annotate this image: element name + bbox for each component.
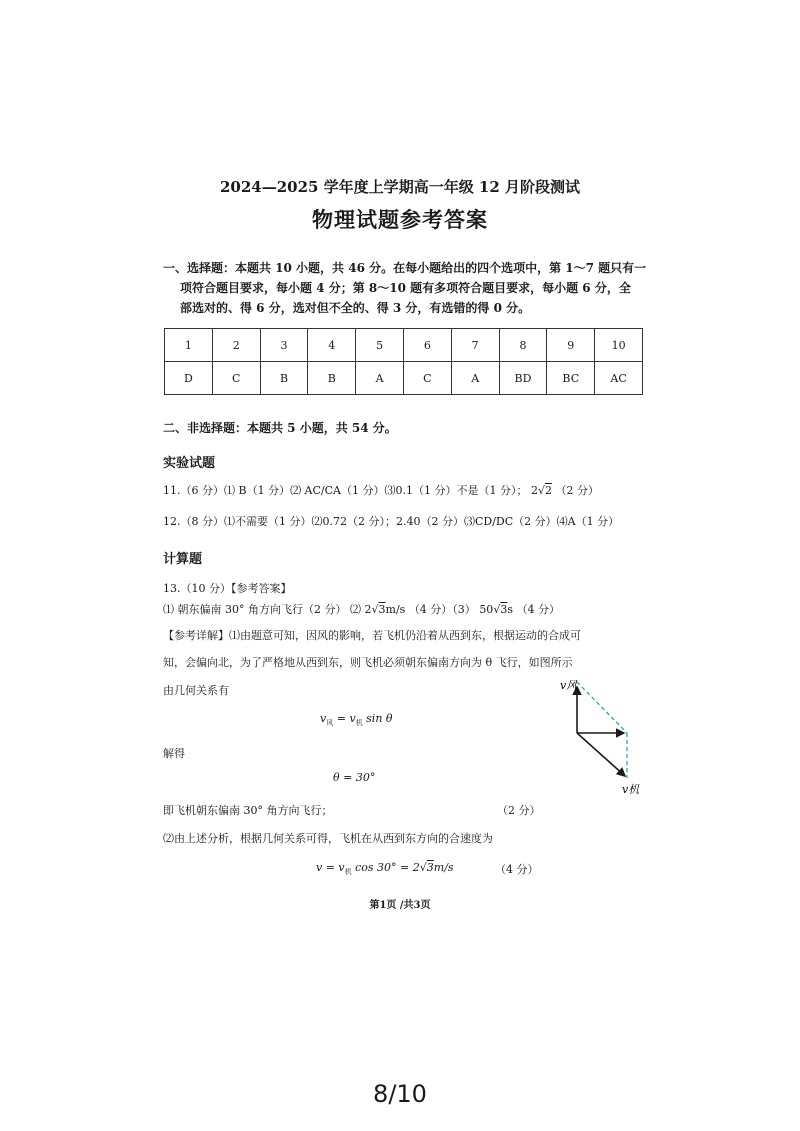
eq-subscript: 机 xyxy=(355,719,363,728)
section1-intro xyxy=(163,258,663,318)
detail-line: 【参考详解】⑴由题意可知，因风的影响，若飞机仍沿着从西到东，根据运动的合成可 xyxy=(163,629,581,642)
table-cell: B xyxy=(308,362,356,395)
eq-lhs: v = v xyxy=(316,861,345,874)
q13-ans-part2: 角方向飞行（2 分） ⑵ xyxy=(248,603,361,616)
detail-line: 由几何关系有 xyxy=(163,684,229,697)
table-cell: A xyxy=(356,362,404,395)
table-cell: BC xyxy=(547,362,595,395)
solve-label: 解得 xyxy=(163,747,185,760)
unit: m/s xyxy=(433,861,454,874)
table-cell: A xyxy=(451,362,499,395)
eq-subscript: 风 xyxy=(326,719,334,728)
table-cell: 9 xyxy=(547,329,595,362)
sqrt-coefficient: 2 xyxy=(530,484,538,497)
table-cell: 2 xyxy=(212,329,260,362)
label-v-plane: v机 xyxy=(622,783,640,796)
sqrt-expression: 2√3m/s xyxy=(364,603,406,616)
unit: s xyxy=(507,603,513,616)
eq3-score: （4 分） xyxy=(495,863,539,876)
table-row-answers xyxy=(165,362,643,395)
table-cell: BD xyxy=(499,362,547,395)
velocity-vector-diagram xyxy=(560,675,640,800)
q13-ans-part4: （4 分） xyxy=(516,603,560,616)
table-cell: 6 xyxy=(403,329,451,362)
equation-3: $v = v_机$ cos 30° = 2√3m/s xyxy=(316,861,454,877)
sqrt-coefficient: 50 xyxy=(479,603,494,616)
eq-var: v xyxy=(320,712,327,725)
table-cell: 8 xyxy=(499,329,547,362)
table-cell: 7 xyxy=(451,329,499,362)
detail-line: 知，会偏向北，为了严格地从西到东，则飞机必须朝东偏南方向为 θ 飞行，如图所示 xyxy=(163,656,573,669)
unit: m/s xyxy=(385,603,406,616)
answer-table xyxy=(164,328,643,395)
equation-1 xyxy=(320,712,393,728)
sqrt-radicand: 3 xyxy=(426,861,434,874)
table-cell: D xyxy=(165,362,213,395)
eq-rest: sin θ xyxy=(362,712,393,725)
intro-line: 项符合题目要求，每小题 4 分；第 8～10 题有多项符合题目要求，每小题 6 分，全 xyxy=(180,281,631,295)
eq-subscript: 机 xyxy=(344,868,352,877)
q11-score: （2 分） xyxy=(555,484,599,497)
eq-mid: cos 30° = 2 xyxy=(351,861,420,874)
table-cell: C xyxy=(403,362,451,395)
table-cell: 10 xyxy=(595,329,643,362)
q13-ans-part1: ⑴ 朝东偏南 xyxy=(163,603,222,616)
table-cell: 4 xyxy=(308,329,356,362)
plane-velocity-arrow xyxy=(577,733,625,776)
intro-line: 部选对的、得 6 分，选对但不全的、得 3 分，有选错的得 0 分。 xyxy=(180,301,531,315)
experiment-heading: 实验试题 xyxy=(163,456,216,471)
page-footer: 第1页 /共3页 xyxy=(369,900,431,911)
table-cell: AC xyxy=(595,362,643,395)
q11-line xyxy=(163,482,599,498)
label-v-wind: v风 xyxy=(560,679,578,692)
table-cell: 1 xyxy=(165,329,213,362)
sqrt-expression: 50√3s xyxy=(479,603,513,616)
answer-key-title: 物理试题参考答案 xyxy=(312,207,488,232)
q13-ans-angle: 30° xyxy=(225,603,245,616)
conclusion-score: （2 分） xyxy=(497,804,541,817)
part2-line: ⑵由上述分析，根据几何关系可得，飞机在从西到东方向的合速度为 xyxy=(163,832,493,845)
table-cell: 5 xyxy=(356,329,404,362)
sqrt-radicand: 3 xyxy=(500,603,508,616)
section2-heading: 二、非选择题：本题共 5 小题，共 54 分。 xyxy=(163,421,397,435)
sqrt-coefficient: 2 xyxy=(364,603,372,616)
sqrt-expression: 2√2 xyxy=(530,484,552,497)
eq-var: v xyxy=(349,712,356,725)
table-cell: C xyxy=(212,362,260,395)
q13-ans-part3: （4 分）（3） xyxy=(408,603,476,616)
dashed-line xyxy=(577,682,627,733)
table-cell: B xyxy=(260,362,308,395)
q13-answer-line xyxy=(163,601,560,617)
eq-sign: = xyxy=(333,712,350,725)
q12-line: 12.（8 分）⑴不需要（1 分）⑵0.72（2 分）；2.40（2 分）⑶CD/DC（2 分）⑷A（1 分） xyxy=(163,515,620,528)
exam-title: 2024—2025 学年度上学期高一年级 12 月阶段测试 xyxy=(219,178,581,196)
calc-heading: 计算题 xyxy=(163,552,203,567)
q13-title: 13.（10 分）【参考答案】 xyxy=(163,582,292,595)
page-counter: 8/10 xyxy=(373,1080,427,1108)
equation-2: θ = 30° xyxy=(333,771,376,784)
q11-text: 11.（6 分）⑴ B（1 分）⑵ AC/CA（1 分）⑶0.1（1 分）不是（1 分）； xyxy=(163,484,528,497)
sqrt-radicand: 2 xyxy=(544,484,552,497)
conclusion-line: 即飞机朝东偏南 30° 角方向飞行； xyxy=(163,804,333,817)
sqrt-radicand: 3 xyxy=(378,603,386,616)
table-row-numbers xyxy=(165,329,643,362)
table-cell: 3 xyxy=(260,329,308,362)
intro-line: 一、选择题：本题共 10 小题，共 46 分。在每小题给出的四个选项中，第 1～7 题只有一 xyxy=(163,261,647,275)
